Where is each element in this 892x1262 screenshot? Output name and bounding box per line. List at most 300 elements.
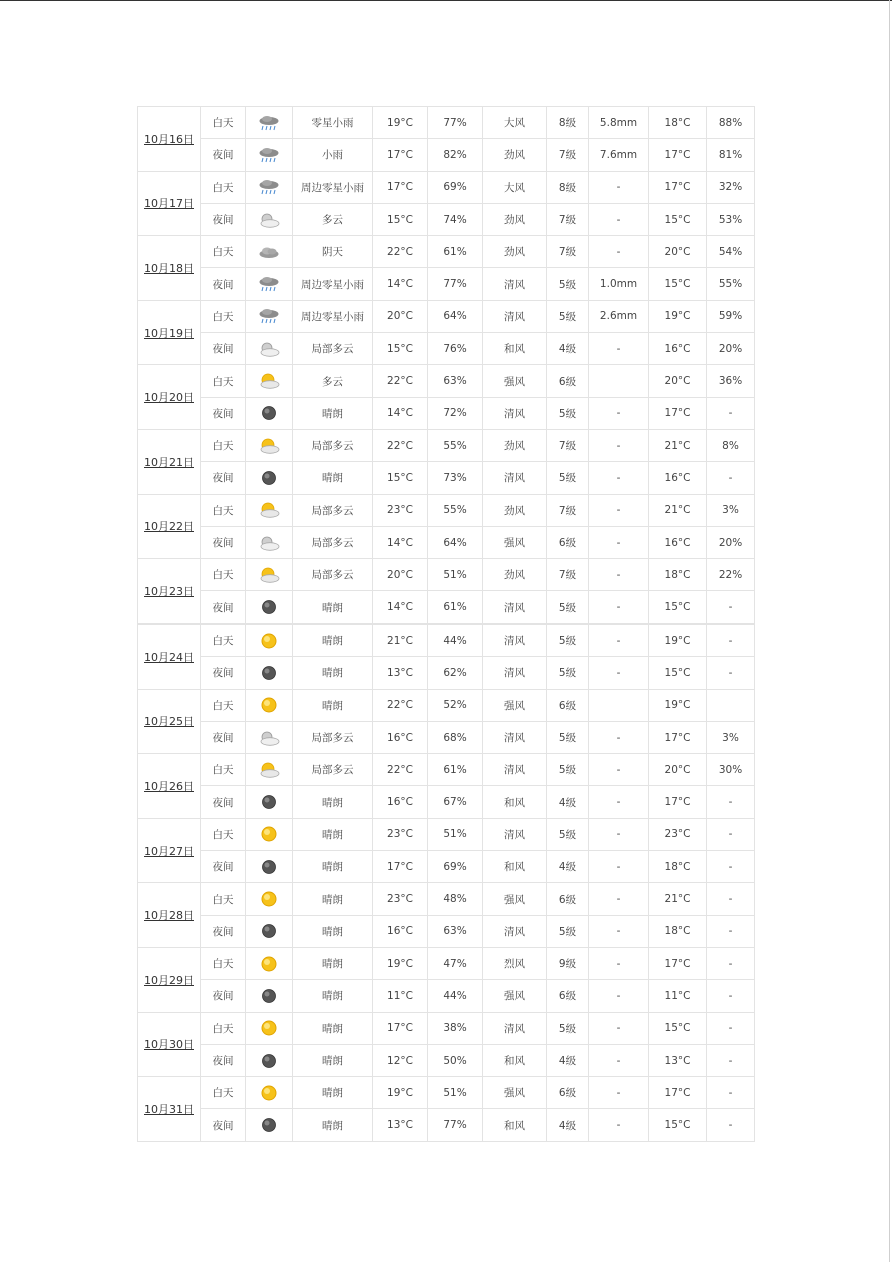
table-row: [138, 139, 755, 171]
date-link[interactable]: 10月23日: [138, 559, 201, 624]
period-cell: 夜间: [201, 397, 246, 429]
wind-cell: 清风: [483, 300, 547, 332]
date-link[interactable]: 10月20日: [138, 365, 201, 430]
weather-cell: 晴朗: [293, 625, 373, 657]
weather-cell: 局部多云: [293, 333, 373, 365]
precipitation-cell: [589, 689, 649, 721]
period-cell: 夜间: [201, 526, 246, 558]
period-cell: 夜间: [201, 268, 246, 300]
period-cell: 白天: [201, 236, 246, 268]
clear-night-icon: [258, 405, 280, 421]
wind-level-cell: 5级: [547, 397, 589, 429]
feels-like-cell: 15°C: [649, 591, 707, 623]
weather-cell: 局部多云: [293, 754, 373, 786]
temperature-cell: 14°C: [373, 591, 428, 623]
cloud-cover-cell: 30%: [707, 754, 755, 786]
temperature-cell: 22°C: [373, 754, 428, 786]
rain-cloud-icon: [258, 308, 280, 324]
humidity-cell: 74%: [428, 203, 483, 235]
humidity-cell: 68%: [428, 721, 483, 753]
weather-cell: 晴朗: [293, 657, 373, 689]
precipitation-cell: -: [589, 786, 649, 818]
cloud-cover-cell: -: [707, 818, 755, 850]
weather-cell: 局部多云: [293, 559, 373, 591]
period-cell: 夜间: [201, 786, 246, 818]
period-cell: 夜间: [201, 203, 246, 235]
cloud-cover-cell: 81%: [707, 139, 755, 171]
wind-level-cell: 7级: [547, 203, 589, 235]
feels-like-cell: 17°C: [649, 721, 707, 753]
wind-level-cell: 7级: [547, 494, 589, 526]
cloud-cover-cell: -: [707, 591, 755, 623]
precipitation-cell: -: [589, 1044, 649, 1076]
precipitation-cell: 1.0mm: [589, 268, 649, 300]
wind-cell: 清风: [483, 625, 547, 657]
feels-like-cell: 21°C: [649, 883, 707, 915]
weather-cell: 晴朗: [293, 851, 373, 883]
cloud-cover-cell: -: [707, 1077, 755, 1109]
humidity-cell: 73%: [428, 462, 483, 494]
partly-cloudy-day-icon: [258, 762, 280, 778]
wind-cell: 清风: [483, 462, 547, 494]
feels-like-cell: 18°C: [649, 851, 707, 883]
clear-night-icon: [258, 923, 280, 939]
wind-level-cell: 6级: [547, 980, 589, 1012]
period-cell: 夜间: [201, 915, 246, 947]
wind-level-cell: 4级: [547, 851, 589, 883]
date-link[interactable]: 10月29日: [138, 947, 201, 1012]
weather-icon-cell: [246, 883, 293, 915]
feels-like-cell: 13°C: [649, 1044, 707, 1076]
clear-night-icon: [258, 988, 280, 1004]
weather-cell: 周边零星小雨: [293, 171, 373, 203]
cloud-cover-cell: 22%: [707, 559, 755, 591]
precipitation-cell: -: [589, 591, 649, 623]
partly-cloudy-day-icon: [258, 567, 280, 583]
wind-cell: 强风: [483, 980, 547, 1012]
weather-cell: 晴朗: [293, 1109, 373, 1141]
feels-like-cell: 15°C: [649, 1109, 707, 1141]
wind-level-cell: 5级: [547, 268, 589, 300]
page-right-border: [889, 0, 890, 1262]
feels-like-cell: 20°C: [649, 236, 707, 268]
precipitation-cell: -: [589, 915, 649, 947]
humidity-cell: 72%: [428, 397, 483, 429]
humidity-cell: 69%: [428, 171, 483, 203]
date-link[interactable]: 10月27日: [138, 818, 201, 883]
temperature-cell: 14°C: [373, 526, 428, 558]
precipitation-cell: -: [589, 980, 649, 1012]
temperature-cell: 17°C: [373, 851, 428, 883]
humidity-cell: 61%: [428, 236, 483, 268]
humidity-cell: 77%: [428, 268, 483, 300]
precipitation-cell: -: [589, 462, 649, 494]
feels-like-cell: 19°C: [649, 689, 707, 721]
wind-cell: 劲风: [483, 203, 547, 235]
table-row: [138, 1044, 755, 1076]
cloud-cover-cell: -: [707, 1109, 755, 1141]
table-row: [138, 689, 755, 721]
feels-like-cell: 20°C: [649, 754, 707, 786]
weather-icon-cell: [246, 721, 293, 753]
humidity-cell: 76%: [428, 333, 483, 365]
wind-level-cell: 8级: [547, 171, 589, 203]
table-row: [138, 268, 755, 300]
wind-level-cell: 7级: [547, 429, 589, 461]
period-cell: 夜间: [201, 1109, 246, 1141]
period-cell: 白天: [201, 171, 246, 203]
wind-cell: 和风: [483, 333, 547, 365]
table-row: [138, 300, 755, 332]
wind-cell: 和风: [483, 1044, 547, 1076]
humidity-cell: 48%: [428, 883, 483, 915]
forecast-table-part-2: [137, 624, 755, 1142]
wind-level-cell: 6级: [547, 883, 589, 915]
wind-cell: 大风: [483, 107, 547, 139]
feels-like-cell: 18°C: [649, 915, 707, 947]
weather-icon-cell: [246, 365, 293, 397]
table-row: [138, 1077, 755, 1109]
wind-level-cell: 4级: [547, 1044, 589, 1076]
weather-cell: 晴朗: [293, 1012, 373, 1044]
weather-icon-cell: [246, 1012, 293, 1044]
wind-cell: 和风: [483, 851, 547, 883]
cloud-cover-cell: 53%: [707, 203, 755, 235]
table-row: [138, 657, 755, 689]
weather-icon-cell: [246, 333, 293, 365]
weather-cell: 局部多云: [293, 494, 373, 526]
table-row: [138, 915, 755, 947]
clear-night-icon: [258, 859, 280, 875]
wind-level-cell: 7级: [547, 559, 589, 591]
humidity-cell: 69%: [428, 851, 483, 883]
feels-like-cell: 17°C: [649, 786, 707, 818]
weather-cell: 晴朗: [293, 591, 373, 623]
temperature-cell: 15°C: [373, 203, 428, 235]
weather-icon-cell: [246, 689, 293, 721]
rain-cloud-icon: [258, 179, 280, 195]
page-top-border: [0, 0, 892, 1]
wind-cell: 清风: [483, 754, 547, 786]
cloud-cover-cell: -: [707, 625, 755, 657]
wind-cell: 清风: [483, 591, 547, 623]
table-row: [138, 721, 755, 753]
weather-cell: 小雨: [293, 139, 373, 171]
date-link[interactable]: 10月31日: [138, 1077, 201, 1142]
sun-icon: [258, 697, 280, 713]
humidity-cell: 44%: [428, 625, 483, 657]
humidity-cell: 61%: [428, 591, 483, 623]
wind-cell: 清风: [483, 721, 547, 753]
period-cell: 夜间: [201, 462, 246, 494]
cloud-cover-cell: -: [707, 786, 755, 818]
weather-icon-cell: [246, 1044, 293, 1076]
cloud-cover-cell: 36%: [707, 365, 755, 397]
cloud-cover-cell: 20%: [707, 333, 755, 365]
feels-like-cell: 18°C: [649, 559, 707, 591]
table-row: [138, 107, 755, 139]
wind-cell: 烈风: [483, 947, 547, 979]
period-cell: 夜间: [201, 721, 246, 753]
weather-icon-cell: [246, 754, 293, 786]
date-link[interactable]: 10月25日: [138, 689, 201, 754]
wind-level-cell: 5级: [547, 915, 589, 947]
table-row: [138, 494, 755, 526]
weather-icon-cell: [246, 786, 293, 818]
wind-level-cell: 4级: [547, 1109, 589, 1141]
table-row: [138, 397, 755, 429]
period-cell: 白天: [201, 429, 246, 461]
cloud-cover-cell: -: [707, 397, 755, 429]
weather-cell: 周边零星小雨: [293, 268, 373, 300]
feels-like-cell: 18°C: [649, 107, 707, 139]
cloud-cover-cell: 3%: [707, 494, 755, 526]
temperature-cell: 23°C: [373, 494, 428, 526]
precipitation-cell: [589, 365, 649, 397]
temperature-cell: 11°C: [373, 980, 428, 1012]
wind-cell: 劲风: [483, 139, 547, 171]
humidity-cell: 52%: [428, 689, 483, 721]
period-cell: 白天: [201, 754, 246, 786]
date-link[interactable]: 10月19日: [138, 300, 201, 365]
humidity-cell: 82%: [428, 139, 483, 171]
period-cell: 夜间: [201, 333, 246, 365]
weather-icon-cell: [246, 107, 293, 139]
temperature-cell: 23°C: [373, 818, 428, 850]
cloud-cover-cell: 32%: [707, 171, 755, 203]
temperature-cell: 20°C: [373, 300, 428, 332]
weather-icon-cell: [246, 947, 293, 979]
feels-like-cell: 21°C: [649, 429, 707, 461]
wind-level-cell: 7级: [547, 236, 589, 268]
wind-cell: 清风: [483, 1012, 547, 1044]
table-row: [138, 236, 755, 268]
period-cell: 夜间: [201, 1044, 246, 1076]
wind-cell: 强风: [483, 365, 547, 397]
partly-cloudy-night-icon: [258, 730, 280, 746]
feels-like-cell: 19°C: [649, 300, 707, 332]
weather-icon-cell: [246, 559, 293, 591]
table-row: [138, 980, 755, 1012]
table-row: [138, 203, 755, 235]
humidity-cell: 64%: [428, 526, 483, 558]
period-cell: 白天: [201, 300, 246, 332]
feels-like-cell: 15°C: [649, 657, 707, 689]
cloud-cover-cell: 54%: [707, 236, 755, 268]
humidity-cell: 77%: [428, 1109, 483, 1141]
temperature-cell: 22°C: [373, 689, 428, 721]
weather-icon-cell: [246, 1109, 293, 1141]
table-row: [138, 818, 755, 850]
weather-cell: 晴朗: [293, 818, 373, 850]
wind-level-cell: 5级: [547, 591, 589, 623]
precipitation-cell: -: [589, 429, 649, 461]
clear-night-icon: [258, 599, 280, 615]
sun-icon: [258, 633, 280, 649]
weather-cell: 晴朗: [293, 1077, 373, 1109]
weather-icon-cell: [246, 980, 293, 1012]
date-link[interactable]: 10月30日: [138, 1012, 201, 1077]
wind-level-cell: 5级: [547, 754, 589, 786]
wind-level-cell: 6级: [547, 689, 589, 721]
temperature-cell: 13°C: [373, 1109, 428, 1141]
weather-cell: 多云: [293, 203, 373, 235]
temperature-cell: 12°C: [373, 1044, 428, 1076]
feels-like-cell: 19°C: [649, 625, 707, 657]
weather-cell: 晴朗: [293, 980, 373, 1012]
table-row: [138, 1109, 755, 1141]
period-cell: 夜间: [201, 980, 246, 1012]
feels-like-cell: 16°C: [649, 526, 707, 558]
period-cell: 白天: [201, 494, 246, 526]
weather-icon-cell: [246, 300, 293, 332]
weather-icon-cell: [246, 203, 293, 235]
humidity-cell: 63%: [428, 365, 483, 397]
weather-cell: 晴朗: [293, 1044, 373, 1076]
humidity-cell: 67%: [428, 786, 483, 818]
date-link[interactable]: 10月17日: [138, 171, 201, 236]
sun-icon: [258, 1020, 280, 1036]
wind-cell: 清风: [483, 268, 547, 300]
weather-icon-cell: [246, 397, 293, 429]
wind-cell: 清风: [483, 915, 547, 947]
feels-like-cell: 17°C: [649, 397, 707, 429]
rain-cloud-icon: [258, 115, 280, 131]
temperature-cell: 13°C: [373, 657, 428, 689]
wind-level-cell: 5级: [547, 818, 589, 850]
temperature-cell: 15°C: [373, 462, 428, 494]
weather-cell: 晴朗: [293, 462, 373, 494]
period-cell: 白天: [201, 818, 246, 850]
precipitation-cell: -: [589, 1012, 649, 1044]
date-link[interactable]: 10月28日: [138, 883, 201, 948]
cloud-cover-cell: 59%: [707, 300, 755, 332]
date-link[interactable]: 10月26日: [138, 754, 201, 819]
humidity-cell: 62%: [428, 657, 483, 689]
feels-like-cell: 11°C: [649, 980, 707, 1012]
date-link[interactable]: 10月21日: [138, 429, 201, 494]
cloud-cover-cell: -: [707, 947, 755, 979]
cloud-cover-cell: 88%: [707, 107, 755, 139]
precipitation-cell: -: [589, 526, 649, 558]
date-link[interactable]: 10月22日: [138, 494, 201, 559]
period-cell: 夜间: [201, 591, 246, 623]
wind-cell: 清风: [483, 657, 547, 689]
feels-like-cell: 17°C: [649, 947, 707, 979]
period-cell: 白天: [201, 559, 246, 591]
wind-level-cell: 4级: [547, 786, 589, 818]
clear-night-icon: [258, 1117, 280, 1133]
precipitation-cell: 5.8mm: [589, 107, 649, 139]
partly-cloudy-day-icon: [258, 373, 280, 389]
period-cell: 白天: [201, 883, 246, 915]
precipitation-cell: -: [589, 754, 649, 786]
precipitation-cell: -: [589, 236, 649, 268]
cloud-cover-cell: -: [707, 915, 755, 947]
weather-icon-cell: [246, 625, 293, 657]
humidity-cell: 47%: [428, 947, 483, 979]
period-cell: 白天: [201, 625, 246, 657]
weather-icon-cell: [246, 236, 293, 268]
humidity-cell: 77%: [428, 107, 483, 139]
weather-icon-cell: [246, 494, 293, 526]
precipitation-cell: -: [589, 818, 649, 850]
weather-icon-cell: [246, 462, 293, 494]
date-link[interactable]: 10月16日: [138, 107, 201, 172]
sun-icon: [258, 891, 280, 907]
temperature-cell: 17°C: [373, 171, 428, 203]
period-cell: 夜间: [201, 657, 246, 689]
temperature-cell: 22°C: [373, 429, 428, 461]
precipitation-cell: -: [589, 397, 649, 429]
table-row: [138, 591, 755, 623]
wind-cell: 劲风: [483, 559, 547, 591]
wind-cell: 劲风: [483, 494, 547, 526]
partly-cloudy-night-icon: [258, 212, 280, 228]
feels-like-cell: 17°C: [649, 171, 707, 203]
wind-cell: 清风: [483, 818, 547, 850]
wind-level-cell: 5级: [547, 625, 589, 657]
wind-cell: 和风: [483, 786, 547, 818]
temperature-cell: 16°C: [373, 721, 428, 753]
weather-cell: 周边零星小雨: [293, 300, 373, 332]
precipitation-cell: -: [589, 494, 649, 526]
humidity-cell: 55%: [428, 494, 483, 526]
humidity-cell: 64%: [428, 300, 483, 332]
feels-like-cell: 23°C: [649, 818, 707, 850]
date-link[interactable]: 10月24日: [138, 625, 201, 690]
cloud-cover-cell: -: [707, 1044, 755, 1076]
wind-level-cell: 4级: [547, 333, 589, 365]
temperature-cell: 17°C: [373, 139, 428, 171]
weather-icon-cell: [246, 139, 293, 171]
precipitation-cell: -: [589, 1077, 649, 1109]
precipitation-cell: -: [589, 851, 649, 883]
precipitation-cell: 7.6mm: [589, 139, 649, 171]
weather-icon-cell: [246, 818, 293, 850]
table-row: [138, 947, 755, 979]
feels-like-cell: 17°C: [649, 139, 707, 171]
temperature-cell: 16°C: [373, 786, 428, 818]
table-row: [138, 625, 755, 657]
weather-icon-cell: [246, 171, 293, 203]
weather-icon-cell: [246, 851, 293, 883]
date-link[interactable]: 10月18日: [138, 236, 201, 301]
period-cell: 白天: [201, 689, 246, 721]
temperature-cell: 22°C: [373, 236, 428, 268]
partly-cloudy-night-icon: [258, 535, 280, 551]
forecast-table-part-1: [137, 106, 755, 624]
temperature-cell: 19°C: [373, 947, 428, 979]
humidity-cell: 51%: [428, 1077, 483, 1109]
weather-cell: 局部多云: [293, 526, 373, 558]
temperature-cell: 14°C: [373, 397, 428, 429]
wind-cell: 和风: [483, 1109, 547, 1141]
clear-night-icon: [258, 470, 280, 486]
humidity-cell: 63%: [428, 915, 483, 947]
cloud-cover-cell: [707, 689, 755, 721]
precipitation-cell: -: [589, 203, 649, 235]
precipitation-cell: -: [589, 625, 649, 657]
weather-cell: 晴朗: [293, 883, 373, 915]
wind-cell: 劲风: [483, 236, 547, 268]
temperature-cell: 15°C: [373, 333, 428, 365]
wind-cell: 大风: [483, 171, 547, 203]
weather-icon-cell: [246, 915, 293, 947]
weather-icon-cell: [246, 526, 293, 558]
cloud-cover-cell: -: [707, 657, 755, 689]
cloud-cover-cell: 55%: [707, 268, 755, 300]
